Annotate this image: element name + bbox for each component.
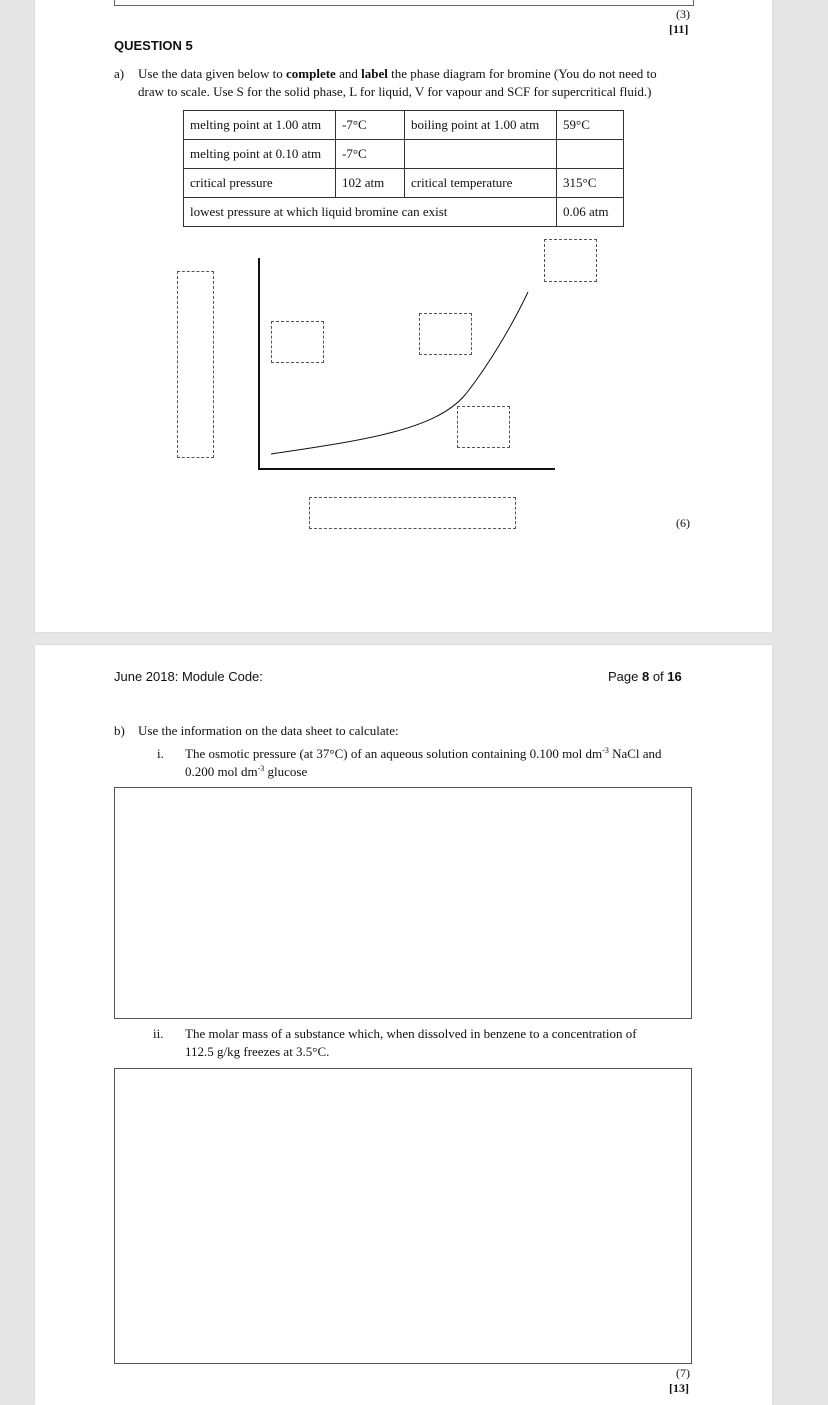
part-b-marks: (7)	[676, 1366, 690, 1380]
phase-diagram	[35, 0, 772, 632]
phase-label-box-1[interactable]	[271, 321, 324, 363]
exam-page-2	[35, 645, 772, 1405]
item-ii-line1: The molar mass of a substance which, when dissolved in benzene to a concentration of	[185, 1026, 637, 1041]
item-i-text-b: NaCl and	[608, 746, 662, 761]
exam-page-1	[35, 0, 772, 632]
part-a-instruction-line2: draw to scale. Use S for the solid phase, L for liquid, V for vapour and SCF for supercritical fluid.)	[138, 84, 652, 99]
item-ii-line2: 112.5 g/kg freezes at 3.5°C.	[185, 1044, 330, 1059]
table-cell: lowest pressure at which liquid bromine can exist	[184, 198, 557, 227]
table-cell: 59°C	[557, 111, 624, 140]
table-cell: melting point at 0.10 atm	[184, 140, 336, 169]
phase-label-box-3[interactable]	[457, 406, 510, 448]
table-cell: 102 atm	[336, 169, 405, 198]
page-header-number	[608, 669, 682, 684]
table-cell: 0.06 atm	[557, 198, 624, 227]
instr-label: label	[361, 66, 388, 81]
item-i-text-d: glucose	[264, 764, 308, 779]
item-i-text-c: 0.200 mol dm	[185, 764, 258, 779]
table-cell: boiling point at 1.00 atm	[405, 111, 557, 140]
part-a-marks: (6)	[676, 516, 690, 530]
of-word: of	[649, 669, 668, 684]
item-i-number: i.	[157, 746, 164, 761]
x-axis-label-box[interactable]	[309, 497, 516, 529]
part-b-label: b)	[114, 723, 125, 738]
part-a-label: a)	[114, 66, 125, 81]
phase-label-box-4[interactable]	[544, 239, 597, 282]
previous-marks: (3)	[676, 7, 690, 21]
answer-box-ii[interactable]	[114, 1068, 692, 1364]
question-total: [13]	[669, 1381, 689, 1395]
total-pages: 16	[667, 669, 682, 684]
table-cell: -7°C	[336, 111, 405, 140]
page-word: Page	[608, 669, 642, 684]
answer-box-i[interactable]	[114, 787, 692, 1019]
table-cell: melting point at 1.00 atm	[184, 111, 336, 140]
item-i-line2	[185, 762, 307, 781]
phase-label-box-2[interactable]	[419, 313, 472, 355]
question-title: QUESTION 5	[114, 38, 193, 53]
item-i-text-a: The osmotic pressure (at 37°C) of an aqueous solution containing 0.100 mol dm	[185, 746, 603, 761]
instr-complete: complete	[286, 66, 336, 81]
y-axis-label-box[interactable]	[177, 271, 214, 458]
item-ii-number: ii.	[153, 1026, 164, 1041]
item-i-line1	[185, 744, 662, 763]
table-cell: 315°C	[557, 169, 624, 198]
item-i-sup1: -3	[602, 746, 609, 755]
item-i-sup2: -3	[257, 764, 265, 773]
table-cell: -7°C	[336, 140, 405, 169]
previous-total: [11]	[669, 22, 689, 36]
page-header-module: June 2018: Module Code:	[114, 669, 263, 684]
table-cell: critical pressure	[184, 169, 336, 198]
part-b-text: Use the information on the data sheet to calculate:	[138, 723, 399, 738]
table-cell: critical temperature	[405, 169, 557, 198]
instr-post: the phase diagram for bromine (You do not need to	[387, 66, 657, 81]
current-page: 8	[641, 669, 650, 684]
instr-pre: Use the data given below to	[138, 66, 287, 81]
instr-mid: and	[335, 66, 362, 81]
